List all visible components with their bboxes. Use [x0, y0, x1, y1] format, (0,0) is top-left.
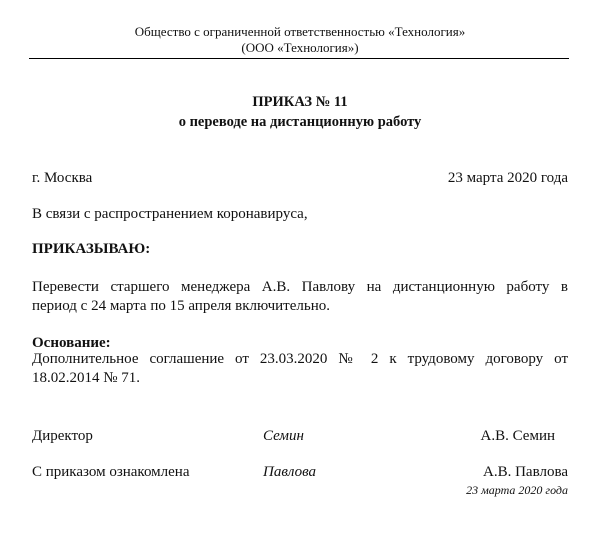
order-subtitle: о переводе на дистанционную работу — [178, 114, 422, 130]
order-text-line: период с 24 марта по 15 апреля включительно. — [32, 298, 331, 314]
organization-name: Общество с ограниченной ответственностью «Технология» — [134, 24, 466, 39]
employee-name: А.В. Павлова — [483, 464, 568, 480]
intro-text: В связи с распространением коронавируса, — [32, 206, 308, 222]
director-signature: Семин — [263, 428, 304, 444]
basis-text-line: Дополнительное соглашение от 23.03.2020 № 2 к трудовому договору от — [32, 351, 568, 367]
order-date: 23 марта 2020 года — [447, 170, 568, 186]
director-name: А.В. Семин — [480, 428, 555, 444]
director-label: Директор — [32, 428, 93, 444]
employee-signature: Павлова — [263, 464, 316, 480]
acknowledgement-label: С приказом ознакомлена — [32, 464, 190, 480]
basis-heading: Основание: — [32, 335, 111, 351]
organization-short-name: (ООО «Технология») — [241, 40, 359, 55]
acknowledgement-date: 23 марта 2020 года — [466, 483, 568, 497]
city: г. Москва — [32, 170, 93, 186]
command-heading: ПРИКАЗЫВАЮ: — [32, 241, 151, 257]
order-title: ПРИКАЗ № 11 — [252, 94, 348, 110]
header-divider — [29, 58, 569, 59]
basis-text-line: 18.02.2014 № 71. — [32, 370, 141, 386]
order-text-line: Перевести старшего менеджера А.В. Павлову на дистанционную работу в — [32, 279, 568, 295]
